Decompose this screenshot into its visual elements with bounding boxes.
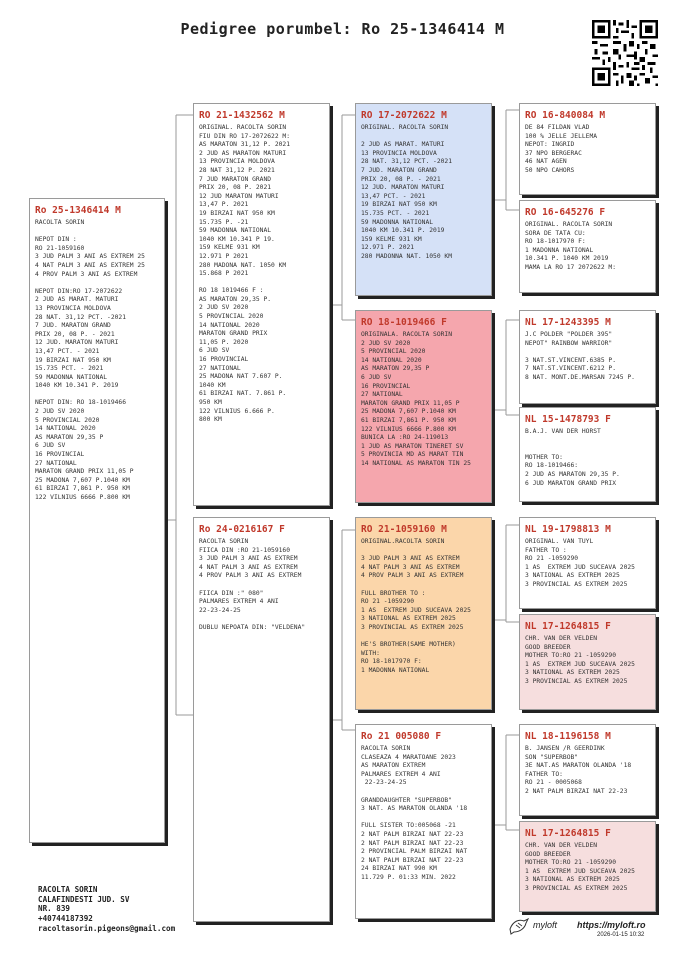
card-details: RACOLTA SORIN CLASEAZA 4 MARATOANE 2023 AS MARATON EXTREM PALMARES EXTREM 4 ANI 22-23-24-25 GRANDDAUGHTER "SUPERBOB" 3 NAT. AS MARATON OLANDA '18 FULL SISTER TO:005068 -21 2 NAT PALM BIRZAI NAT 22-23 2 NAT PALM BIRZAI NAT 22-23 2 PROVINCIAL PALM BIRZAI NAT 2 NAT PALM BIRZAI NAT 22-23 24 BIRZAI NAT 990 KM 11.729 P. 01:33 MIN. 2022: [361, 745, 468, 881]
card-details: ORIGINALA. RACOLTA SORIN 2 JUD SV 2020 5 PROVINCIAL 2020 14 NATIONAL 2020 AS MARATON 29,35 P 6 JUD SV 16 PROVINCIAL 27 NATIONAL MARATON GRAND PRIX 11,05 P 25 MADONA 7,607 P.1040 KM 61 BIRZAI 7,861 P. 950 KM 122 VILNIUS 6666 P.800 KM BUNICA LA :RO 24-119013 1 JUD AS MARATON TINERET SV 5 PROVINCIA MD AS MARAT TIN 14 NATIONAL AS MARATON TIN 25: [361, 331, 471, 467]
card-ring-number: RO 17-2072622 M: [361, 110, 447, 121]
card-dam-sire: [355, 517, 492, 710]
card-details: ORIGINAL. VAN TUYL FATHER TO : RO 21 -1059290 1 AS EXTREM JUD SUCEAVA 2025 3 NATIONAL AS EXTREM 2025 3 PROVINCIAL AS EXTREM 2025: [525, 538, 635, 588]
card-sire: [193, 103, 330, 506]
card-ring-number: Ro 24-0216167 F: [199, 524, 285, 535]
card-dam-sire-sire: [519, 517, 656, 609]
card-details: ORIGINAL. RACOLTA SORIN 2 JUD AS MARAT. MATURI 13 PROVINCIA MOLDOVA 28 NAT. 31,12 PCT. -2021 7 JUD. MARATON GRAND PRIX 20, 08 P. - 2021 12 JUD. MARATON MATURI 13,47 PCT. - 2021 19 BIRZAI NAT 950 KM 15.735 PCT. - 2021 59 MADONNA NATIONAL 1040 KM 10.341 P. 2019 159 KELME 931 KM 12.971 P. 2021 280 MADONNA NAT. 1050 KM: [361, 124, 452, 260]
card-dam-dam-sire: [519, 724, 656, 816]
card-ring-number: NL 17-1264815 F: [525, 828, 611, 839]
card-ring-number: NL 17-1264815 F: [525, 621, 611, 632]
card-ring-number: NL 18-1196158 M: [525, 731, 611, 742]
card-details: B. JANSEN /R GEERDINK SON "SUPERBOB" 3E NAT.AS MARATON OLANDA '18 FATHER TO: RO 21 - 0005068 2 NAT PALM BIRZAI NAT 22-23: [525, 745, 632, 795]
card-dam: [193, 517, 330, 922]
card-details: ORIGINAL. RACOLTA SORIN FIU DIN RO 17-2072622 M: AS MARATON 31,12 P. 2021 2 JUD AS MARATON MATURI 13 PROVINCIA MOLDOVA 28 NAT 31,12 P. 2021 7 JUD MARATON GRAND PRIX 20, 08 P. 2021 12 JUD MARATON MATURI 13,47 P. 2021 19 BIRZAI NAT 950 KM 15.735 P. -21 59 MADONNA NATIONAL 1040 KM 10.341 P 19. 159 KELME 931 KM 12.971 P 2021 280 MADONA NAT. 1050 KM 15.868 P 2021 RO 18 1019466 F : AS MARATON 29,35 P. 2 JUD SV 2020 5 PROVINCIAL 2020 14 NATIONAL 2020 MARATON GRAND PRIX 11,05 P. 2020 6 JUD SV 16 PROVINCIAL 27 NATIONAL 25 MADONA NAT 7.607 P. 1040 KM 61 BIRZAI NAT. 7.861 P. 950 KM 122 VILNIUS 6.666 P. 800 KM: [199, 124, 290, 424]
brand-name: myloft: [533, 920, 558, 930]
card-ring-number: RO 16-840084 M: [525, 110, 606, 121]
card-sire-sire: [355, 103, 492, 296]
card-dam-dam-dam: [519, 821, 656, 912]
card-ring-number: RO 16-645276 F: [525, 207, 606, 218]
card-ring-number: NL 15-1478793 F: [525, 414, 611, 425]
card-sire-dam-dam: [519, 407, 656, 502]
card-details: CHR. VAN DER VELDEN GOOD BREEDER MOTHER TO:RO 21 -1059290 1 AS EXTREM JUD SUCEAVA 2025 3 NATIONAL AS EXTREM 2025 3 PROVINCIAL AS EXTREM 2025: [525, 635, 635, 685]
card-sire-dam-sire: [519, 310, 656, 404]
card-details: RACOLTA SORIN NEPOT DIN : RO 21-1059160 3 JUD PALM 3 ANI AS EXTREM 25 4 NAT PALM 3 ANI AS EXTREM 25 4 PROV PALM 3 ANI AS EXTREM NEPOT DIN:RO 17-2072622 2 JUD AS MARAT. MATURI 13 PROVINCIA MOLDOVA 28 NAT. 31,12 PCT. -2021 7 JUD. MARATON GRAND PRIX 20, 08 P. - 2021 12 JUD. MARATON MATURI 13,47 PCT. - 2021 19 BIRZAI NAT 950 KM 15.735 PCT. - 2021 59 MADONNA NATIONAL 1040 KM 10.341 P. 2019 NEPOT DIN: RO 18-1019466 2 JUD SV 2020 5 PROVINCIAL 2020 14 NATIONAL 2020 AS MARATON 29,35 P 6 JUD SV 16 PROVINCIAL 27 NATIONAL MARATON GRAND PRIX 11,05 P 25 MADONA 7,607 P.1040 KM 61 BIRZAI 7,861 P. 950 KM 122 VILNIUS 6666 P.800 KM: [35, 219, 145, 501]
generated-timestamp: 2026-01-15 10:32: [597, 932, 645, 938]
card-details: ORIGINAL.RACOLTA SORIN 3 JUD PALM 3 ANI AS EXTREM 4 NAT PALM 3 ANI AS EXTREM 4 PROV PALM 3 ANI AS EXTREM FULL BROTHER TO : RO 21 -1059290 1 AS EXTREM JUD SUCEAVA 2025 3 NATIONAL AS EXTREM 2025 3 PROVINCIAL AS EXTREM 2025 HE'S BROTHER(SAME MOTHER) WITH: RO 18-1017970 F: 1 MADONNA NATIONAL: [361, 538, 471, 674]
card-dam-sire-dam: [519, 614, 656, 710]
card-sire-sire-sire: [519, 103, 656, 195]
card-details: RACOLTA SORIN FIICA DIN :RO 21-1059160 3 JUD PALM 3 ANI AS EXTREM 4 NAT PALM 3 ANI AS EXTREM 4 PROV PALM 3 ANI AS EXTREM FIICA DIN :" 080" PALMARES EXTREM 4 ANI 22-23-24-25 DUBLU NEPOATA DIN: "VELDENA": [199, 538, 306, 631]
card-subject: [29, 198, 165, 843]
card-dam-dam: [355, 724, 492, 919]
pigeon-logo-icon: [508, 917, 530, 935]
card-ring-number: Ro 21 005080 F: [361, 731, 442, 742]
card-ring-number: RO 21-1059160 M: [361, 524, 447, 535]
owner-contact: RACOLTA SORIN CALAFINDESTI JUD. SV NR. 839 +40744187392 racoltasorin.pigeons@gmail.com: [38, 885, 176, 933]
card-sire-dam: [355, 310, 492, 503]
card-ring-number: Ro 25-1346414 M: [35, 205, 121, 216]
website-link[interactable]: https://myloft.ro: [577, 920, 646, 930]
card-sire-sire-dam: [519, 200, 656, 293]
card-details: ORIGINAL. RACOLTA SORIN SORA DE TATA CU: RO 18-1017970 F: 1 MADONNA NATIONAL 10.341 P. 1040 KM 2019 MAMA LA RO 17 2072622 M:: [525, 221, 616, 271]
card-details: J.C POLDER "POLDER 395" NEPOT" RAINBOW WARRIOR" 3 NAT.ST.VINCENT.6385 P. 7 NAT.ST.VINCENT.6212 P. 8 NAT. MONT.DE.MARSAN 7245 P.: [525, 331, 635, 381]
card-ring-number: NL 19-1798813 M: [525, 524, 611, 535]
card-details: DE 84 FILDAN VLAD 100 % JELLE JELLEMA NEPOT: INGRID 37 NPO BERGERAC 46 NAT AGEN 50 NPO CAHORS: [525, 124, 598, 174]
card-ring-number: RO 21-1432562 M: [199, 110, 285, 121]
card-details: CHR. VAN DER VELDEN GOOD BREEDER MOTHER TO:RO 21 -1059290 1 AS EXTREM JUD SUCEAVA 2025 3 NATIONAL AS EXTREM 2025 3 PROVINCIAL AS EXTREM 2025: [525, 842, 635, 892]
card-ring-number: RO 18-1019466 F: [361, 317, 447, 328]
page-title: Pedigree porumbel: Ro 25-1346414 M: [180, 20, 505, 38]
card-details: B.A.J. VAN DER HORST MOTHER TO: RO 18-1019466: 2 JUD AS MARATON 29,35 P. 6 JUD MARATON GRAND PRIX: [525, 428, 620, 487]
card-ring-number: NL 17-1243395 M: [525, 317, 611, 328]
